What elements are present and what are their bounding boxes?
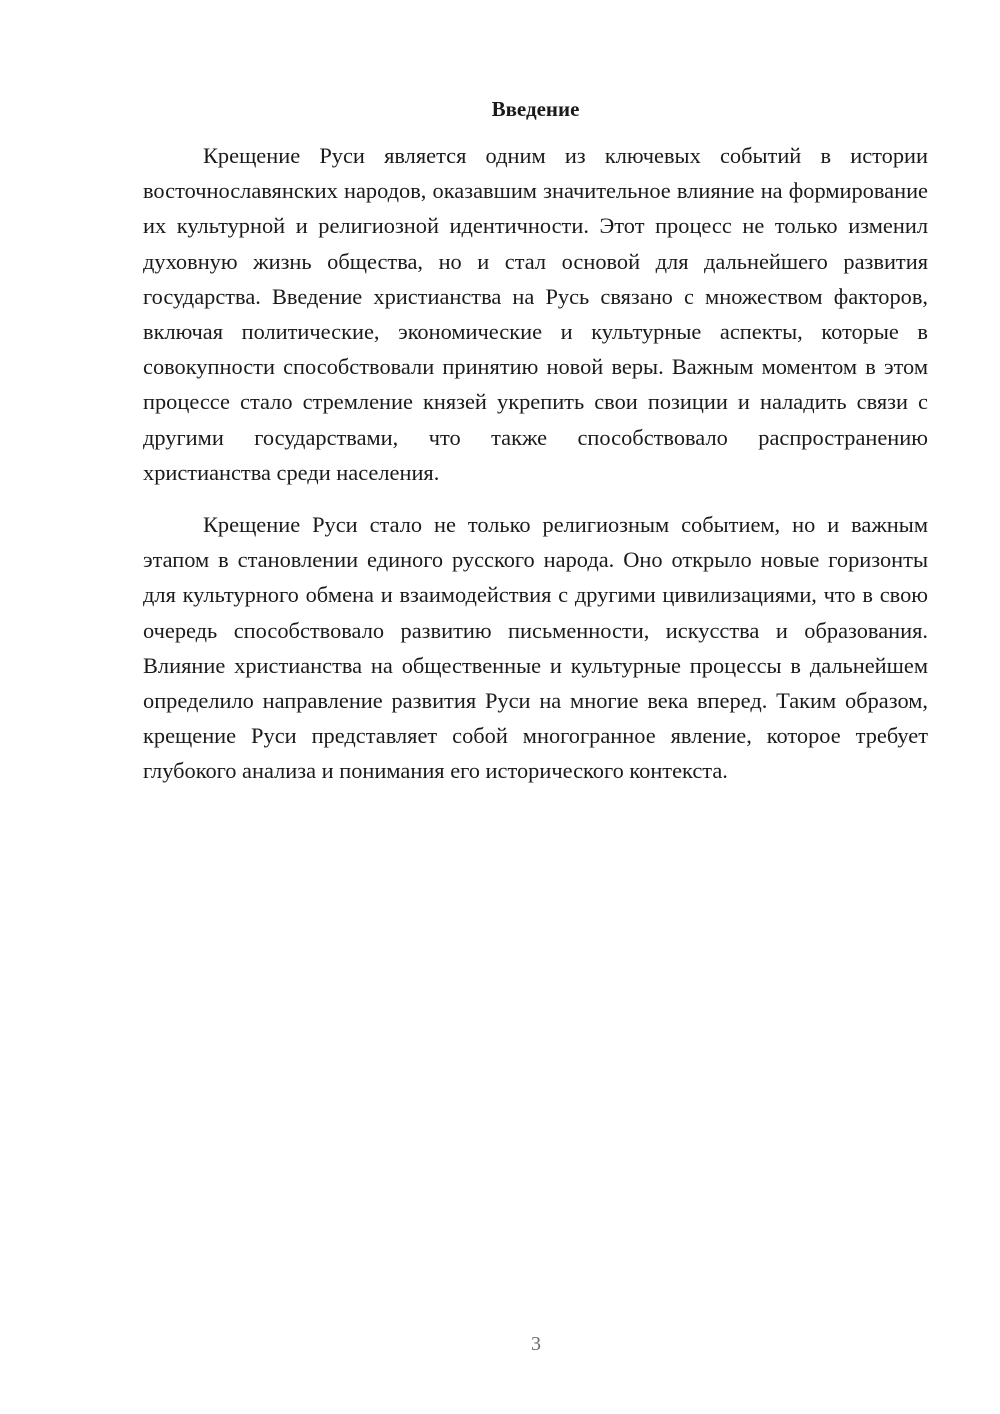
paragraph-2: Крещение Руси стало не только религиозным событием, но и важным этапом в становлении единого русского народа. Оно открыло новые горизонты для культурного обмена и взаимодействия с другими цивилизациями, что в свою очередь способствовало развитию письменности, искусства и образования. Влияние христианства на общественные и культурные процессы в дальнейшем определило направление развития Руси на многие века вперед. Таким образом, крещение Руси представляет собой многогранное явление, которое требует глубокого анализа и понимания его исторического контекста. [143, 512, 928, 784]
paragraph-1: Крещение Руси является одним из ключевых событий в истории восточнославянских народов, оказавшим значительное влияние на формирование их культурной и религиозной идентичности. Этот процесс не только изменил духовную жизнь общества, но и стал основой для дальнейшего развития государства. Введение христианства на Русь связано с множеством факторов, включая политические, экономические и культурные аспекты, которые в совокупности способствовали принятию новой веры. Важным моментом в этом процессе стало стремление князей укрепить свои позиции и наладить связи с другими государствами, что также способствовало распространению христианства среди населения. [143, 143, 928, 485]
page-number: 3 [531, 1333, 541, 1355]
section-title: Введение [491, 97, 580, 121]
page-content [143, 94, 928, 806]
